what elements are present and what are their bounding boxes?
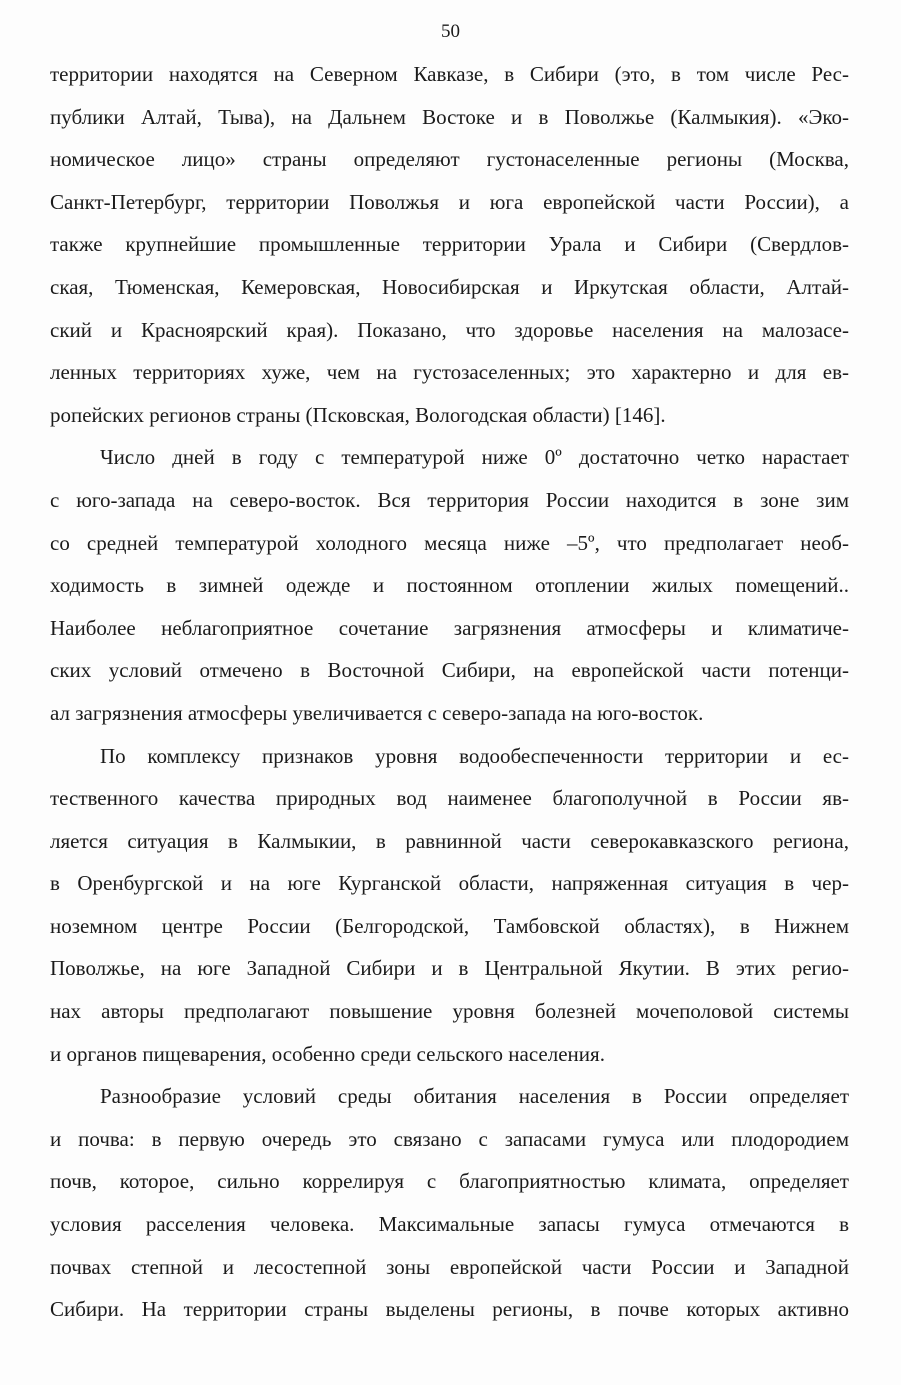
paragraph-4 <box>50 1075 849 1331</box>
text-line: и органов пищеварения, особенно среди сельского населения. <box>50 1041 605 1066</box>
text-line: Поволжье, на юге Западной Сибири и в Центральной Якутии. В этих регио- <box>50 956 849 981</box>
text-line: почвах степной и лесостепной зоны европейской части России и Западной <box>50 1254 849 1279</box>
text-line: со средней температурой холодного месяца ниже –5º, что предполагает необ- <box>50 530 849 555</box>
text-line: территории находятся на Северном Кавказе, в Сибири (это, в том числе Рес- <box>50 62 849 86</box>
paragraph-1 <box>50 53 849 436</box>
text-line: почв, которое, сильно коррелируя с благоприятностью климата, определяет <box>50 1169 849 1194</box>
paragraph-2 <box>50 436 849 734</box>
text-line: ноземном центре России (Белгородской, Тамбовской областях), в Нижнем <box>50 913 849 938</box>
text-line: нах авторы предполагают повышение уровня болезней мочеполовой системы <box>50 999 849 1024</box>
body-text <box>50 53 849 1331</box>
text-line: номическое лицо» страны определяют густонаселенные регионы (Москва, <box>50 147 849 172</box>
text-line: Разнообразие условий среды обитания населения в России определяет <box>100 1084 849 1109</box>
text-line: ходимость в зимней одежде и постоянном отоплении жилых помещений.. <box>50 573 849 598</box>
text-line: ский и Красноярский края). Показано, что здоровье населения на малозасе- <box>50 317 849 342</box>
text-line: Санкт-Петербург, территории Поволжья и юга европейской части России), а <box>50 189 849 214</box>
text-line: ских условий отмечено в Восточной Сибири, на европейской части потенци- <box>50 658 849 683</box>
text-line: Число дней в году с температурой ниже 0º достаточно четко нарастает <box>100 445 849 470</box>
text-line: ленных территориях хуже, чем на густозаселенных; это характерно и для ев- <box>50 360 849 385</box>
text-line: в Оренбургской и на юге Курганской области, напряженная ситуация в чер- <box>50 871 849 896</box>
text-line: с юго-запада на северо-восток. Вся территория России находится в зоне зим <box>50 487 849 512</box>
text-line: и почва: в первую очередь это связано с запасами гумуса или плодородием <box>50 1126 849 1151</box>
text-line: публики Алтай, Тыва), на Дальнем Востоке и в Поволжье (Калмыкия). «Эко- <box>50 104 849 129</box>
text-line: ская, Тюменская, Кемеровская, Новосибирская и Иркутская области, Алтай- <box>50 274 849 299</box>
text-line: также крупнейшие промышленные территории Урала и Сибири (Свердлов- <box>50 232 849 257</box>
text-line: Наиболее неблагоприятное сочетание загрязнения атмосферы и климатиче- <box>50 615 849 640</box>
text-line: ропейских регионов страны (Псковская, Вологодская области) [146]. <box>50 402 666 427</box>
text-line: Сибири. На территории страны выделены регионы, в почве которых активно <box>50 1297 849 1322</box>
text-line: ляется ситуация в Калмыкии, в равнинной части северокавказского региона, <box>50 828 849 853</box>
text-line: тественного качества природных вод наименее благополучной в России яв- <box>50 786 849 811</box>
text-line: ал загрязнения атмосферы увеличивается с северо-запада на юго-восток. <box>50 700 704 725</box>
paragraph-3 <box>50 735 849 1076</box>
text-line: По комплексу признаков уровня водообеспеченности территории и ес- <box>100 743 849 768</box>
text-line: условия расселения человека. Максимальные запасы гумуса отмечаются в <box>50 1212 849 1237</box>
page-number: 50 <box>441 21 460 42</box>
